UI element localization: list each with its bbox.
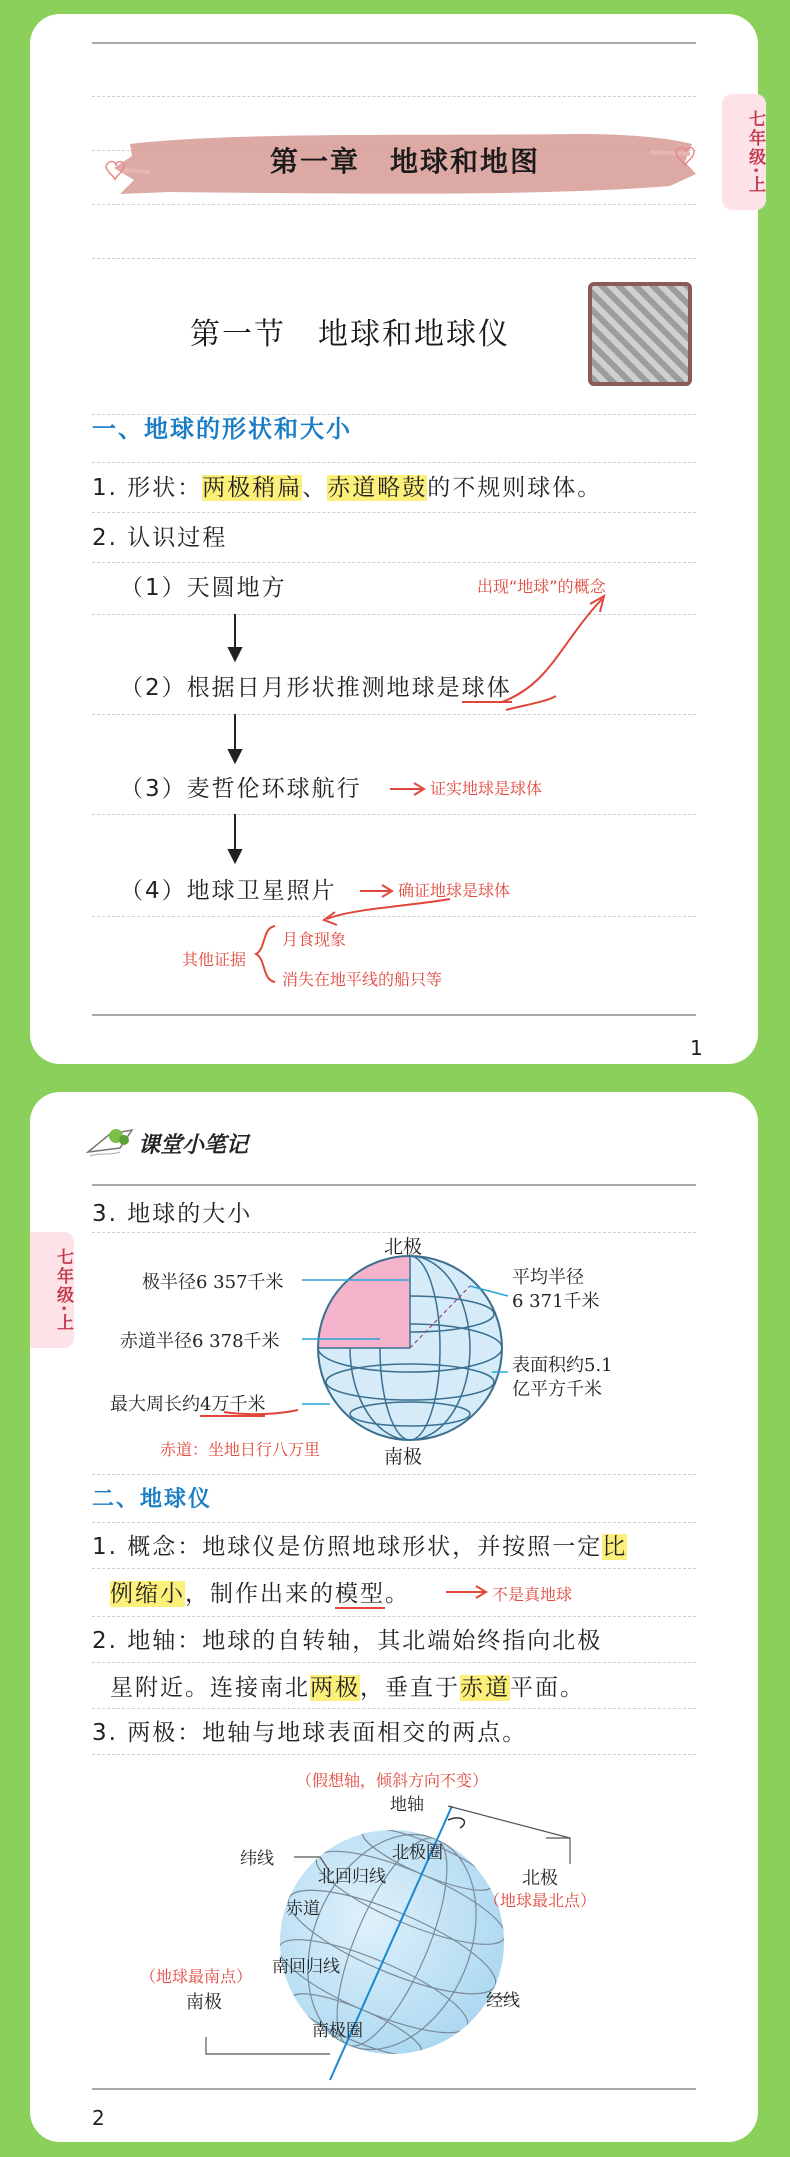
surface-area-line2: 亿平方千米 [512, 1379, 602, 1400]
circumference-value: 4万千米 [200, 1394, 266, 1415]
highlight-poles: 两极稍扁 [202, 475, 303, 501]
highlight-scale-1: 比 [602, 1534, 628, 1560]
page-2 [30, 1092, 758, 2142]
concept-text: 1. 概念：地球仪是仿照地球形状，并按照一定 [92, 1534, 603, 1560]
axis-text-c: 平面。 [510, 1675, 585, 1701]
axis-line-1: 2. 地轴：地球的自转轴，其北端始终指向北极 [92, 1628, 603, 1654]
label-parallel: 纬线 [240, 1849, 274, 1869]
note-confirm: 证实地球是球体 [430, 779, 543, 798]
surface-area-line1: 表面积约5.1 [512, 1355, 613, 1376]
label-antarctic-circle: 南极圈 [312, 2021, 363, 2041]
equator-note: 赤道：坐地日行八万里 [160, 1440, 321, 1459]
step-4: （4）地球卫星照片 [120, 878, 337, 904]
model-word: 模型 [335, 1581, 385, 1607]
poles-line: 3. 两极：地轴与地球表面相交的两点。 [92, 1720, 528, 1746]
evidence-lunar-eclipse: 月食现象 [282, 930, 347, 949]
heading-globe: 二、地球仪 [92, 1487, 213, 1512]
axis-text-b: ，垂直于 [360, 1675, 460, 1701]
heading-shape-size: 一、地球的形状和大小 [92, 415, 352, 443]
evidence-ships: 消失在地平线的船只等 [282, 970, 443, 989]
page-number: 1 [690, 1036, 703, 1060]
section-title: 第一节 地球和地球仪 [190, 317, 510, 352]
concept-end: 。 [385, 1581, 410, 1607]
north-pole-note: （地球最北点） [484, 1891, 597, 1910]
page-1 [30, 14, 765, 1064]
highlight-equator: 赤道略鼓 [327, 475, 428, 501]
note-proof: 确证地球是球体 [398, 881, 511, 900]
shape-suffix: 的不规则球体。 [427, 475, 603, 501]
south-pole-note: （地球最南点） [140, 1967, 253, 1986]
axis-note: （假想轴，倾斜方向不变） [296, 1771, 489, 1790]
highlight-poles: 两极 [310, 1675, 360, 1701]
shape-label: 1. 形状： [92, 475, 203, 501]
axis-text-a: 星附近。连接南北 [110, 1675, 310, 1701]
chapter-title: 第一章 地球和地图 [269, 145, 540, 178]
label-arctic-circle: 北极圈 [392, 1843, 443, 1863]
label-south-pole: 南极 [186, 1992, 222, 2013]
concept-mid: ，制作出来的 [185, 1581, 335, 1607]
label-north-pole: 北极 [522, 1868, 558, 1889]
label-meridian: 经线 [486, 1991, 520, 2011]
note-other-evidence: 其他证据 [182, 950, 247, 969]
south-pole-label: 南极 [384, 1446, 423, 1468]
label-tropic-cancer: 北回归线 [318, 1867, 386, 1887]
separator: 、 [302, 475, 328, 501]
page-number: 2 [92, 2106, 105, 2130]
north-pole-label: 北极 [384, 1236, 423, 1258]
grade-tab: 七年级·上 [30, 1232, 74, 1348]
label-equator: 赤道 [286, 1899, 320, 1919]
average-radius-label: 平均半径 [512, 1267, 584, 1288]
label-tropic-capricorn: 南回归线 [272, 1957, 340, 1977]
polar-radius: 极半径6 357千米 [142, 1272, 284, 1293]
highlight-equator: 赤道 [460, 1675, 510, 1701]
step-2-text: （2）根据日月形状推测地球是 [120, 675, 462, 701]
step-3: （3）麦哲伦环球航行 [120, 776, 362, 802]
note-globe-concept: 出现“地球”的概念 [477, 577, 606, 596]
label-axis: 地轴 [390, 1795, 424, 1815]
process-title: 2. 认识过程 [92, 525, 228, 551]
step-2-underlined: 球体 [461, 675, 512, 701]
average-radius-value: 6 371千米 [512, 1291, 600, 1312]
grade-tab: 七年级·上 [722, 94, 766, 210]
concept-note: 不是真地球 [492, 1585, 573, 1604]
notes-title: 课堂小笔记 [138, 1133, 249, 1158]
size-title: 3. 地球的大小 [92, 1201, 253, 1227]
equator-radius: 赤道半径6 378千米 [120, 1331, 280, 1352]
step-1: （1）天圆地方 [120, 575, 287, 601]
circumference-label: 最大周长约 [110, 1394, 200, 1415]
highlight-scale-2: 例缩小 [110, 1581, 185, 1607]
page1-annotations [30, 14, 758, 1064]
